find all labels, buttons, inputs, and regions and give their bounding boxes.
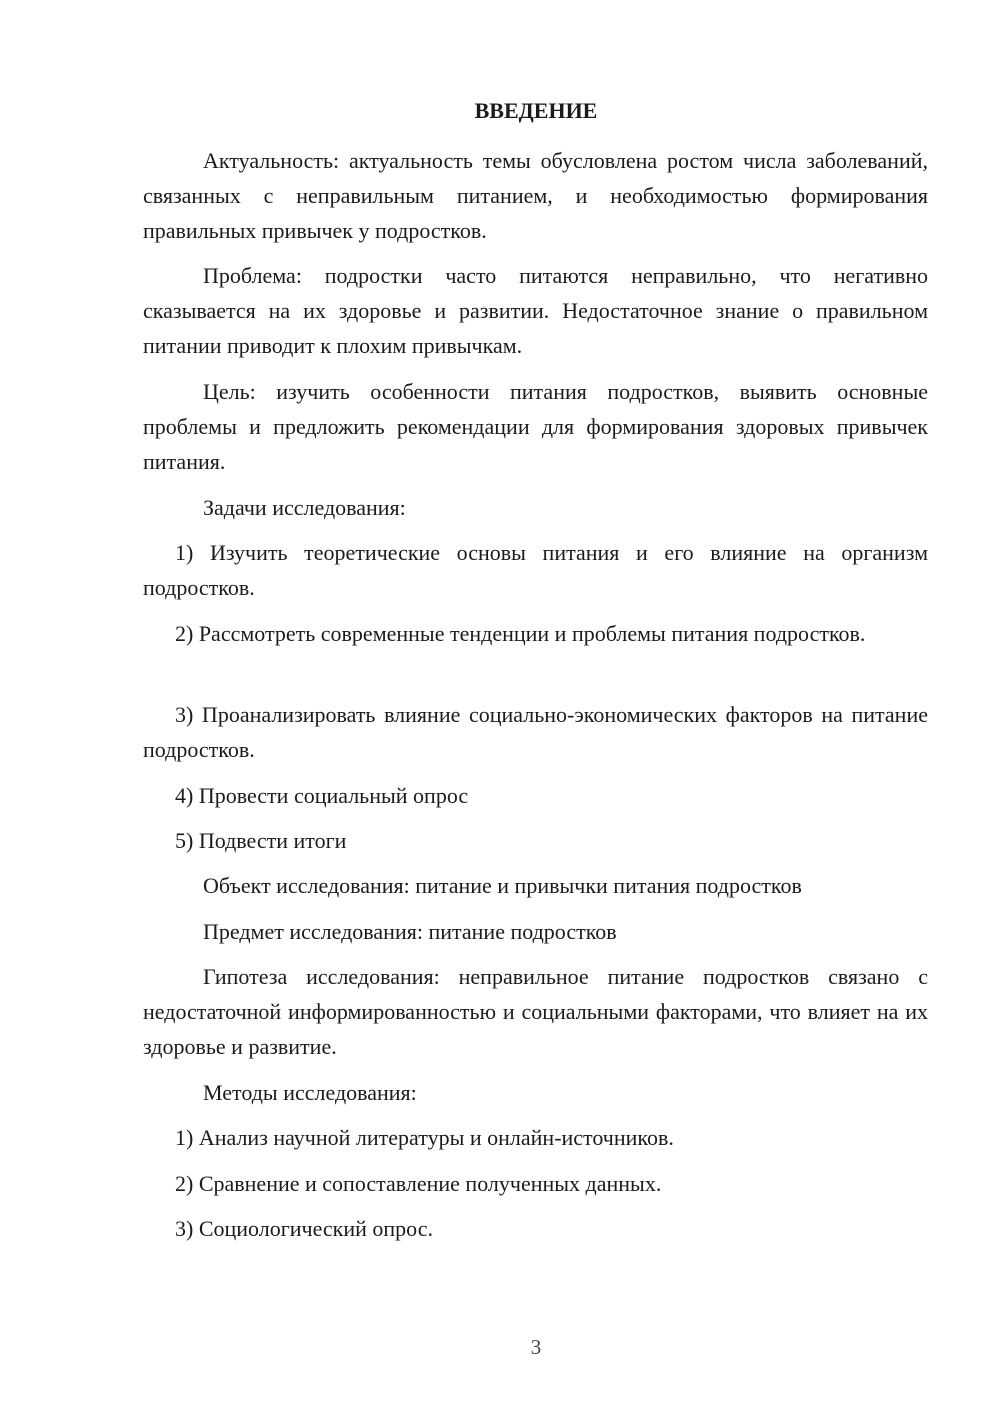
- task-item-3: 3) Проанализировать влияние социально-экономических факторов на питание подростков.: [143, 702, 928, 762]
- method-item-3: 3) Социологический опрос.: [175, 1216, 433, 1241]
- paragraph-relevance: Актуальность: актуальность темы обусловлена ростом числа заболеваний, связанных с неправильным питанием, и необходимостью формирования правильных привычек у подростков.: [143, 148, 928, 243]
- task-item-5: 5) Подвести итоги: [175, 828, 347, 853]
- page-title: ВВЕДЕНИЕ: [474, 98, 598, 123]
- task-item-4: 4) Провести социальный опрос: [175, 783, 469, 808]
- page-number: 3: [530, 1335, 542, 1359]
- tasks-heading: Задачи исследования:: [203, 495, 406, 520]
- methods-heading: Методы исследования:: [203, 1080, 417, 1105]
- paragraph-object: Объект исследования: питание и привычки питания подростков: [203, 873, 802, 898]
- paragraph-goal: Цель: изучить особенности питания подростков, выявить основные проблемы и предложить рекомендации для формирования здоровых привычек питания.: [143, 379, 928, 474]
- task-item-2: 2) Рассмотреть современные тенденции и проблемы питания подростков.: [175, 621, 866, 646]
- paragraph-hypothesis: Гипотеза исследования: неправильное питание подростков связано с недостаточной информированностью и социальными факторами, что влияет на их здоровье и развитие.: [143, 964, 928, 1059]
- task-item-1: 1) Изучить теоретические основы питания и его влияние на организм подростков.: [143, 540, 928, 600]
- paragraph-problem: Проблема: подростки часто питаются неправильно, что негативно сказывается на их здоровье и развитии. Недостаточное знание о правильном питании приводит к плохим привычкам.: [143, 263, 928, 358]
- paragraph-subject: Предмет исследования: питание подростков: [203, 919, 617, 944]
- method-item-2: 2) Сравнение и сопоставление полученных данных.: [175, 1171, 662, 1196]
- method-item-1: 1) Анализ научной литературы и онлайн-источников.: [175, 1125, 674, 1150]
